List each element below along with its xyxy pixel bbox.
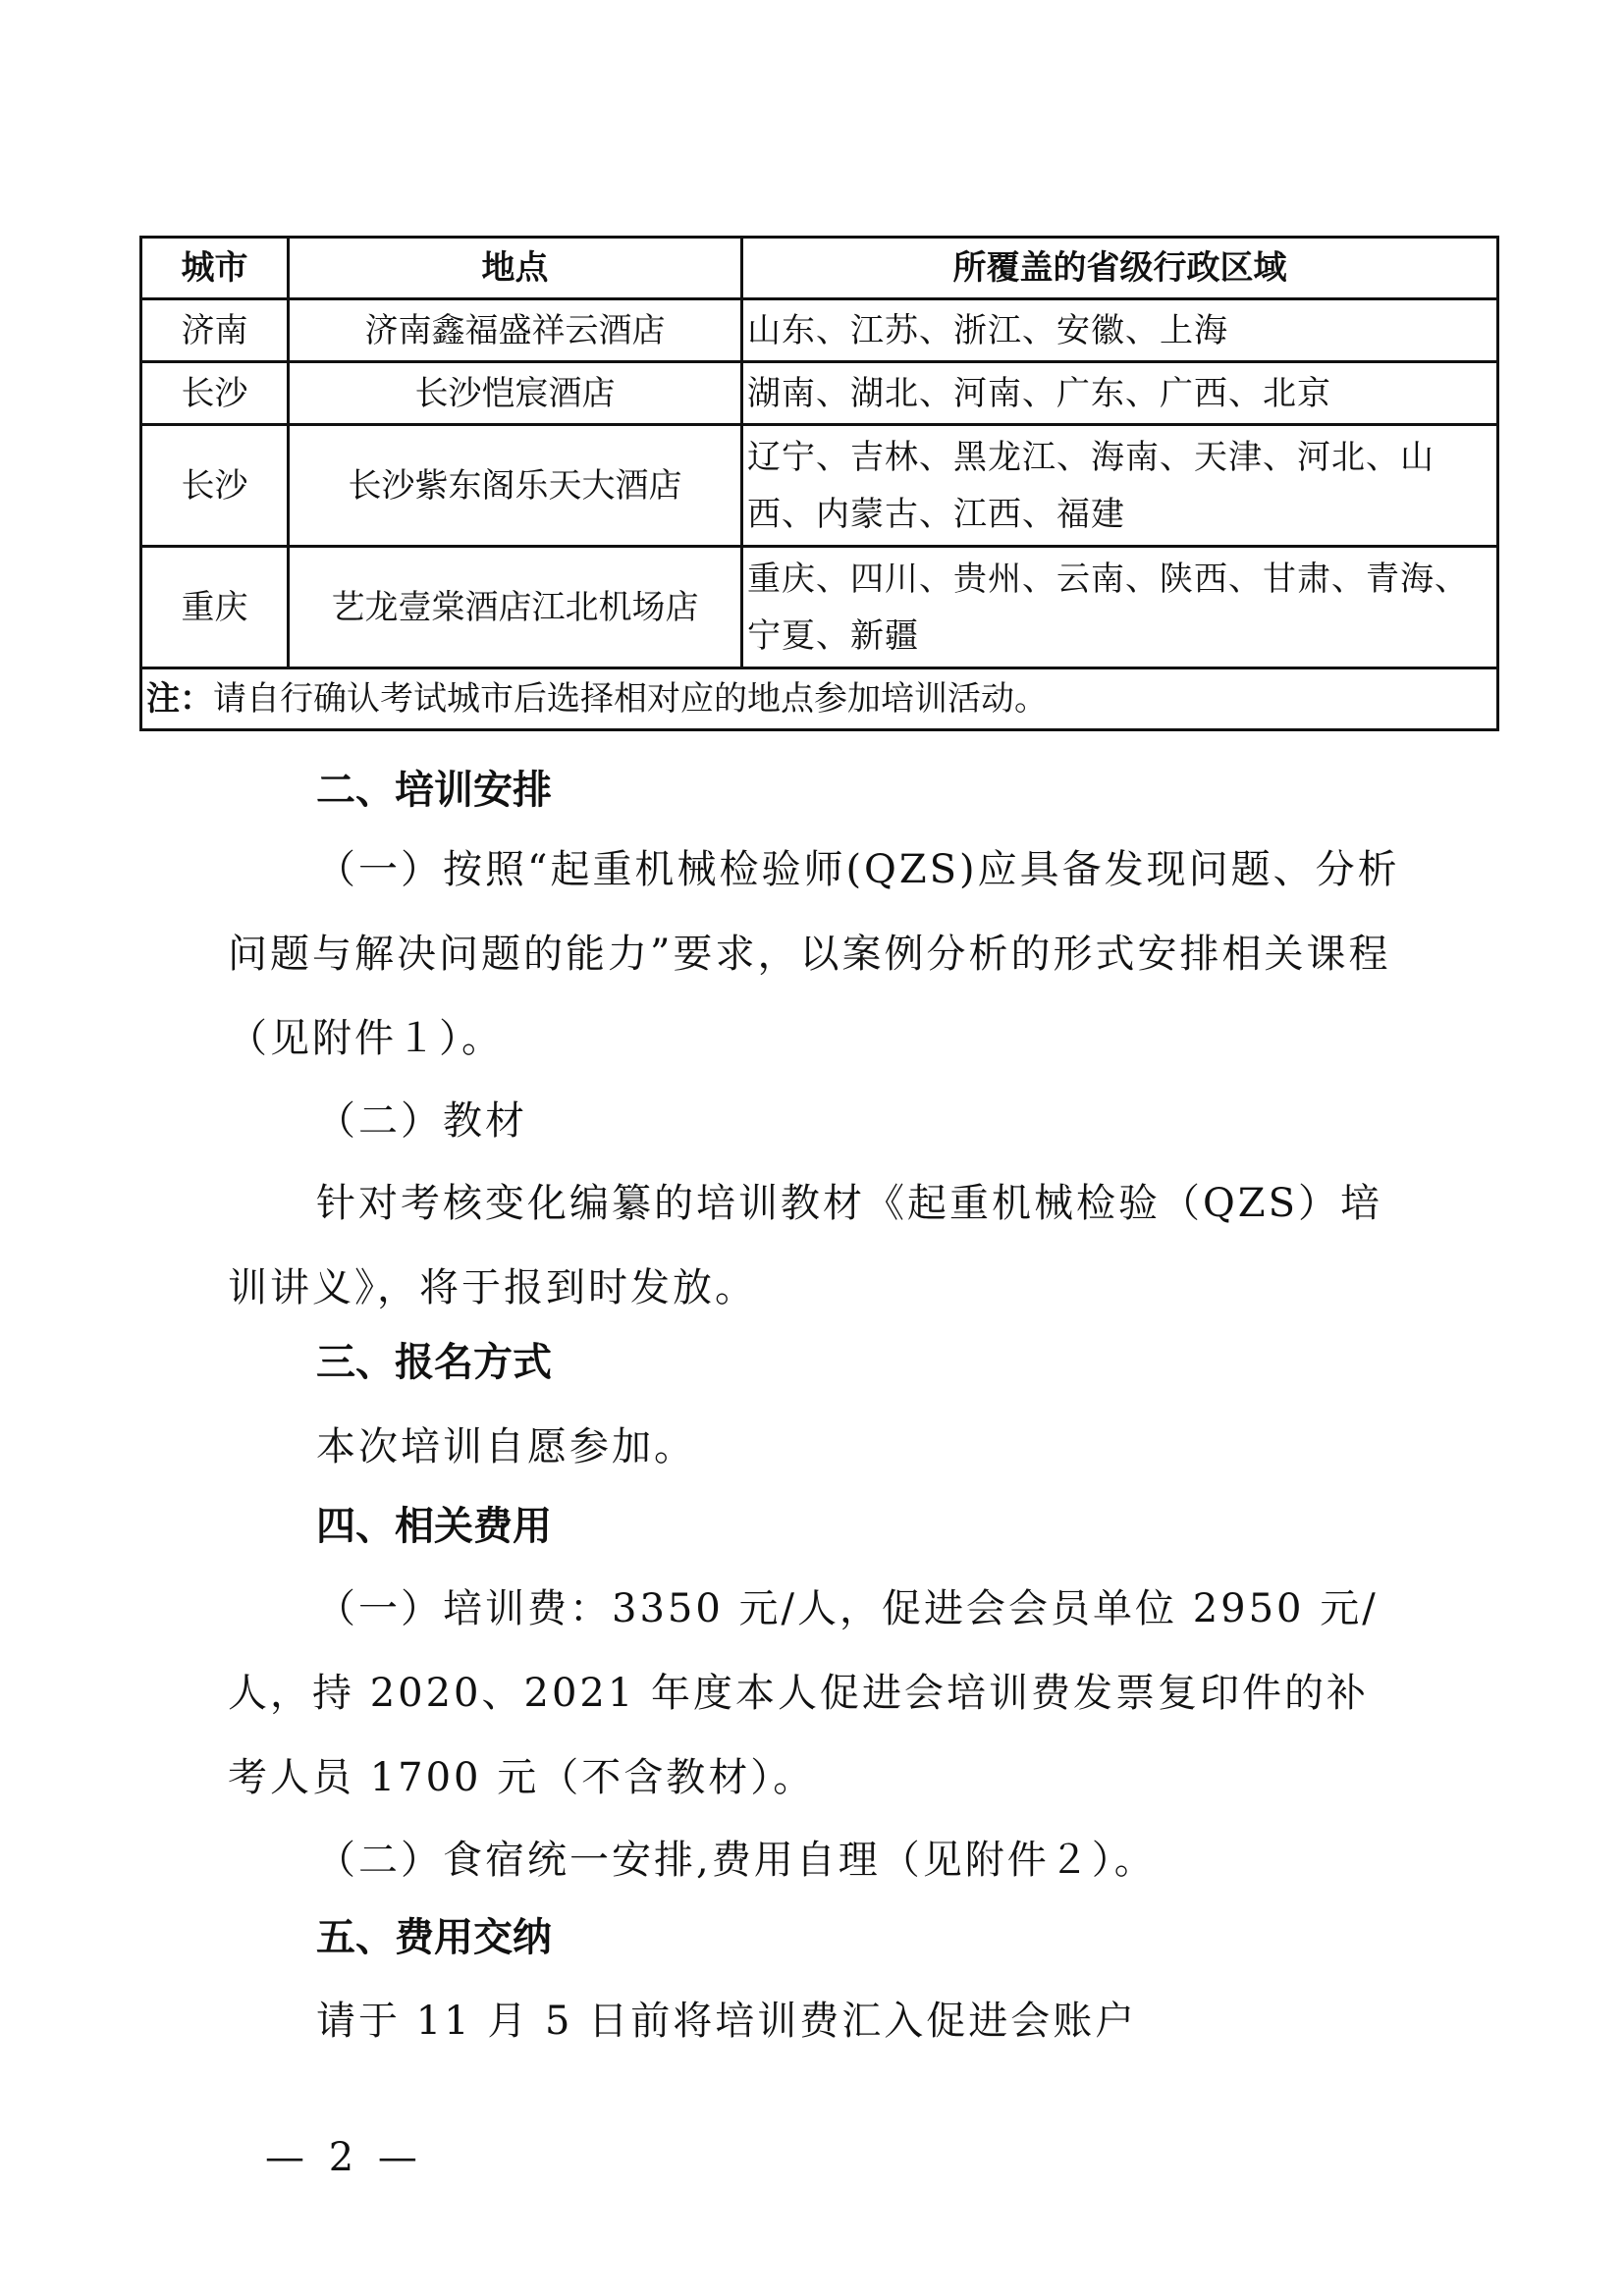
regions-cell: 湖南、湖北、河南、广东、广西、北京	[742, 362, 1498, 425]
venue-cell: 济南鑫福盛祥云酒店	[289, 299, 742, 362]
regions-cell: 山东、江苏、浙江、安徽、上海	[742, 299, 1498, 362]
regions-cell: 重庆、四川、贵州、云南、陕西、甘肃、青海、宁夏、新疆	[742, 547, 1498, 668]
regions-cell: 辽宁、吉林、黑龙江、海南、天津、河北、山西、内蒙古、江西、福建	[742, 425, 1498, 547]
training-materials-subheading: （二）教材	[316, 1098, 527, 1144]
fees-training-paragraph: （一）培训费：3350 元/人，促进会会员单位 2950 元/人，持 2020、2021 年度本人促进会培训费发票复印件的补考人员 1700 元（不含教材）。	[228, 1586, 1379, 1800]
section-heading-training: 二、培训安排	[316, 768, 552, 813]
fees-accommodation-paragraph: （二）食宿统一安排,费用自理（见附件２）。	[316, 1838, 1157, 1883]
table-note-row	[141, 668, 1498, 730]
table-row	[141, 299, 1498, 362]
column-header-city: 城市	[141, 238, 289, 299]
training-materials-paragraph: 针对考核变化编纂的培训教材《起重机械检验（QZS）培训讲义》，将于报到时发放。	[228, 1181, 1382, 1310]
payment-paragraph: 请于 11 月 5 日前将培训费汇入促进会账户	[316, 1999, 1138, 2044]
training-course-paragraph: （一）按照“起重机械检验师(QZS)应具备发现问题、分析问题与解决问题的能力”要求，以案例分析的形式安排相关课程（见附件１）。	[228, 847, 1400, 1061]
venue-cell: 长沙紫东阁乐天大酒店	[289, 425, 742, 547]
section-heading-fees: 四、相关费用	[316, 1504, 552, 1549]
venue-table	[139, 236, 1499, 731]
city-cell: 重庆	[141, 547, 289, 668]
page-number: — 2 —	[265, 2135, 423, 2180]
city-cell: 长沙	[141, 425, 289, 547]
city-cell: 长沙	[141, 362, 289, 425]
table-row	[141, 547, 1498, 668]
city-cell: 济南	[141, 299, 289, 362]
section-heading-payment: 五、费用交纳	[316, 1915, 552, 1960]
note-text: 请自行确认考试城市后选择相对应的地点参加培训活动。	[213, 679, 1048, 719]
table-row	[141, 362, 1498, 425]
table-row	[141, 425, 1498, 547]
venue-cell: 长沙恺宸酒店	[289, 362, 742, 425]
table-header-row	[141, 238, 1498, 299]
column-header-venue: 地点	[289, 238, 742, 299]
venue-cell: 艺龙壹棠酒店江北机场店	[289, 547, 742, 668]
table-note	[141, 668, 1498, 730]
column-header-regions: 所覆盖的省级行政区域	[742, 238, 1498, 299]
registration-paragraph: 本次培训自愿参加。	[316, 1424, 696, 1469]
note-label: 注：	[146, 679, 213, 719]
section-heading-registration: 三、报名方式	[316, 1340, 552, 1385]
